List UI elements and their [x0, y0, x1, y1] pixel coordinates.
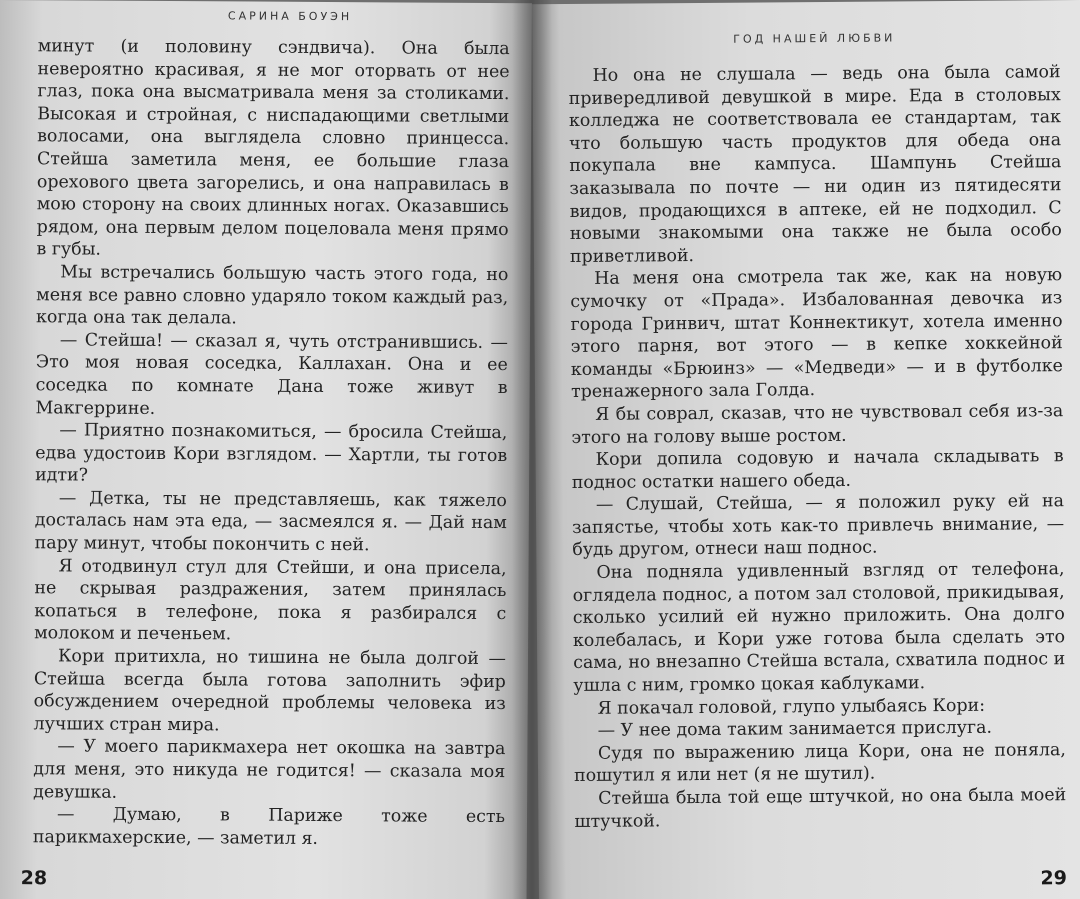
paragraph: Судя по выражению лица Кори, она не поняла, пошутил я или нет (я не шутил).	[574, 739, 1066, 787]
running-head-author: САРИНА БОУЭН	[227, 9, 353, 24]
paragraph: Кори притихла, но тишина не была долгой — Стейша всегда была готова заполнить эфир обсуждением очередной проблемы человека из лучших стран мира.	[33, 646, 507, 736]
paragraph: — Стейша! — сказал я, чуть отстранившись. — Это моя новая соседка, Каллахан. Она и ее соседка по комнате Дана тоже живут в Макгеррине.	[35, 330, 508, 419]
paragraph: На меня она смотрела так же, как на новую сумочку от «Прада». Избалованная девочка из города Гринвич, штат Коннектикут, хотела именно этого парня, вот этого — в кепке хоккейной команды «Брюинз» — «Медведи» — и в футболке тренажерного зала Голда.	[570, 265, 1063, 403]
running-head-title: ГОД НАШЕЙ ЛЮБВИ	[733, 31, 896, 46]
paragraph: Я бы соврал, сказав, что не чувствовал себя из-за этого на голову выше ростом.	[571, 401, 1064, 448]
paragraph: — Думаю, в Париже тоже есть парикмахерские, — заметил я.	[32, 804, 506, 849]
paragraph: — Слушай, Стейша, — я положил руку ей на запястье, чтобы хоть как-то привлечь внимание, — будь другом, отнеси наш поднос.	[572, 491, 1065, 561]
paragraph: Она подняла удивленный взгляд от телефона, оглядела поднос, а потом зал столовой, прикидывая, сколько усилий ей нужно приложить. Она долго колебалась, и Кори уже готова была сделать это сама, но внезапно Стейша встала, схватила поднос и ушла с ним, громко цокая каблуками.	[572, 559, 1066, 697]
page-number: 29	[1040, 867, 1067, 890]
paragraph: минут (и половину сэндвича). Она была невероятно красивая, я не мог оторвать от нее глаз, пока она высматривала меня за столиками. Высокая и стройная, с ниспадающими светлыми волосами, она выглядела словно принцесса. Стейша заметила меня, ее большие глаза орехового цвета загорелись, и она направилась в мою сторону на своих длинных ногах. Оказавшись рядом, она первым делом поцеловала меня прямо в губы.	[36, 36, 510, 260]
paragraph: Я отодвинул стул для Стейши, и она присела, не скрывая раздражения, затем принялась копаться в телефоне, пока я разбирался с молоком и печеньем.	[34, 556, 507, 645]
paragraph: — У нее дома таким занимается прислуга.	[597, 717, 993, 742]
paragraph: Стейша была той еще штучкой, но она была моей штучкой.	[574, 785, 1067, 832]
paragraph: Я покачал головой, глупо улыбаясь Кори:	[597, 695, 986, 719]
paragraph: — Детка, ты не представляешь, как тяжело досталась нам эта еда, — засмеялся я. — Дай нам пару минут, чтобы покончить с ней.	[34, 488, 508, 556]
page-number: 28	[20, 867, 48, 890]
paragraph: Но она не слушала — ведь она была самой привередливой девушкой в мире. Еда в столовых колледжа не соответствовала ее стандартам, так что большую часть продуктов для обеда она покупала вне кампуса. Шампунь Стейша заказывала по почте — ни один из пятидесяти видов, продающихся в аптеке, ей не подходил. С новыми знакомыми она также не была особо приветливой.	[568, 62, 1062, 267]
paragraph: — Приятно познакомиться, — бросила Стейша, едва удостоив Кори взглядом. — Хартли, ты готов идти?	[35, 420, 508, 486]
book-gutter-shadow	[512, 0, 552, 899]
paragraph: Мы встречались большую часть этого года, но меня все равно словно ударяло током каждый раз, когда она так делала.	[36, 262, 509, 329]
right-page	[532, 0, 1080, 899]
paragraph: Кори допила содовую и начала складывать в поднос остатки нашего обеда.	[571, 446, 1064, 493]
left-page	[0, 0, 532, 899]
paragraph: — У моего парикмахера нет окошка на завтра для меня, это никуда не годится! — сказала моя девушка.	[33, 736, 506, 803]
